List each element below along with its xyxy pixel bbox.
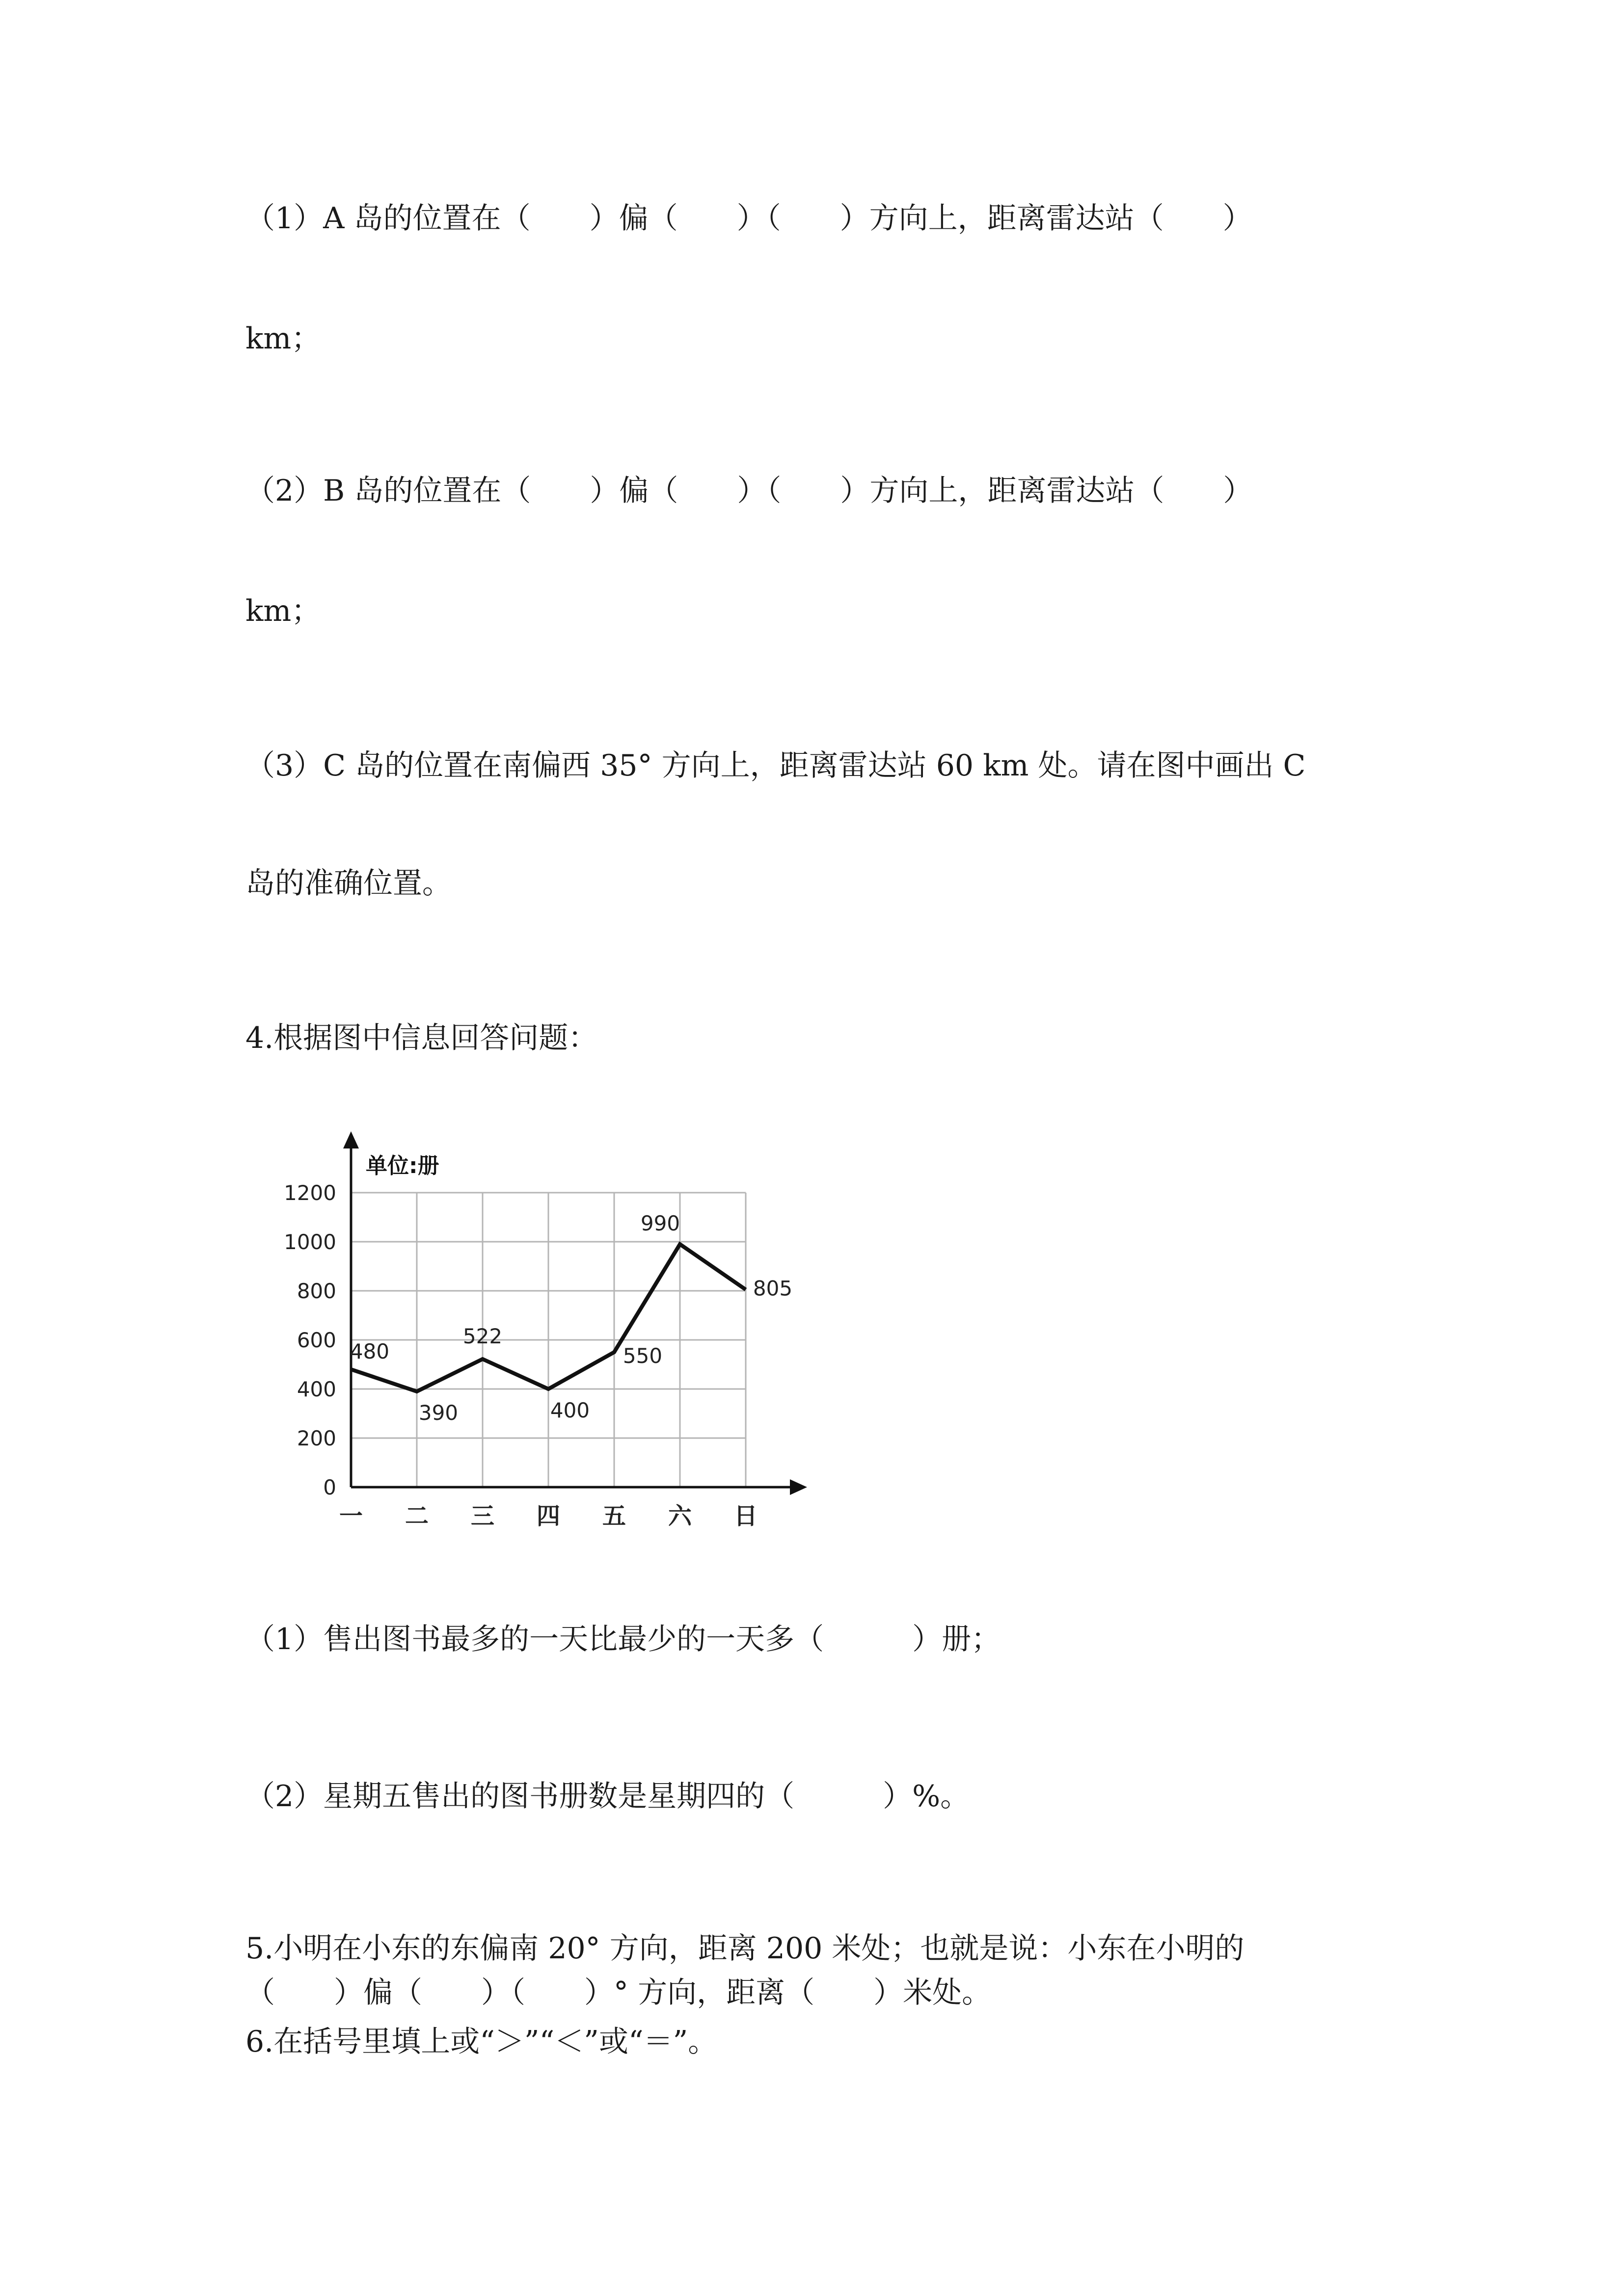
question-6: 6.在括号里填上或“＞”“＜”或“＝”。 bbox=[245, 2025, 718, 2059]
question-4-title: 4.根据图中信息回答问题： bbox=[245, 1021, 598, 1055]
unit-label: 单位:册 bbox=[366, 1153, 439, 1178]
y-tick-label: 200 bbox=[297, 1426, 336, 1450]
x-tick-label: 三 bbox=[470, 1502, 495, 1530]
x-tick-label: 日 bbox=[733, 1502, 758, 1530]
question-5-line1: 5.小明在小东的东偏南 20° 方向，距离 200 米处；也就是说：小东在小明的 bbox=[245, 1931, 1245, 1966]
data-label: 550 bbox=[623, 1344, 663, 1368]
chart-grid bbox=[351, 1193, 746, 1487]
question-5-line2: （ ）偏（ ）（ ）° 方向，距离（ ）米处。 bbox=[245, 1976, 992, 2010]
y-tick-label: 800 bbox=[297, 1279, 336, 1303]
x-tick-labels bbox=[339, 1502, 758, 1530]
question-3-3-line2: 岛的准确位置。 bbox=[245, 866, 452, 901]
question-3-2-line2: km； bbox=[245, 594, 321, 628]
y-tick-label: 400 bbox=[297, 1377, 336, 1401]
data-label: 390 bbox=[418, 1401, 459, 1425]
y-axis-arrow bbox=[343, 1131, 359, 1148]
data-label: 522 bbox=[462, 1324, 503, 1348]
question-4-1: （1）售出图书最多的一天比最少的一天多（ ）册； bbox=[245, 1622, 1001, 1656]
chart-axes bbox=[343, 1131, 807, 1495]
x-tick-label: 四 bbox=[536, 1502, 561, 1530]
question-3-1-line2: km； bbox=[245, 321, 321, 356]
x-tick-label: 一 bbox=[339, 1502, 363, 1530]
x-axis-arrow bbox=[790, 1479, 807, 1495]
books-sold-line-chart bbox=[265, 1119, 854, 1561]
x-tick-label: 五 bbox=[602, 1502, 626, 1530]
x-tick-label: 二 bbox=[405, 1502, 429, 1530]
y-tick-label: 600 bbox=[297, 1328, 336, 1352]
y-tick-label: 1000 bbox=[284, 1230, 336, 1254]
question-3-2-line1: （2）B 岛的位置在（ ）偏（ ）（ ）方向上，距离雷达站（ ） bbox=[245, 474, 1253, 508]
data-label: 480 bbox=[350, 1339, 390, 1363]
data-label: 990 bbox=[640, 1211, 680, 1235]
y-tick-labels bbox=[284, 1181, 336, 1499]
data-label: 805 bbox=[753, 1276, 793, 1301]
question-3-3-line1: （3）C 岛的位置在南偏西 35° 方向上，距离雷达站 60 km 处。请在图中画出 C bbox=[245, 748, 1306, 783]
data-label: 400 bbox=[550, 1398, 590, 1422]
y-tick-label: 1200 bbox=[284, 1181, 336, 1205]
question-3-1-line1: （1）A 岛的位置在（ ）偏（ ）（ ）方向上，距离雷达站（ ） bbox=[245, 201, 1252, 236]
question-4-2: （2）星期五售出的图书册数是星期四的（ ）%。 bbox=[245, 1779, 970, 1814]
x-tick-label: 六 bbox=[668, 1502, 692, 1530]
y-tick-label: 0 bbox=[323, 1475, 336, 1499]
